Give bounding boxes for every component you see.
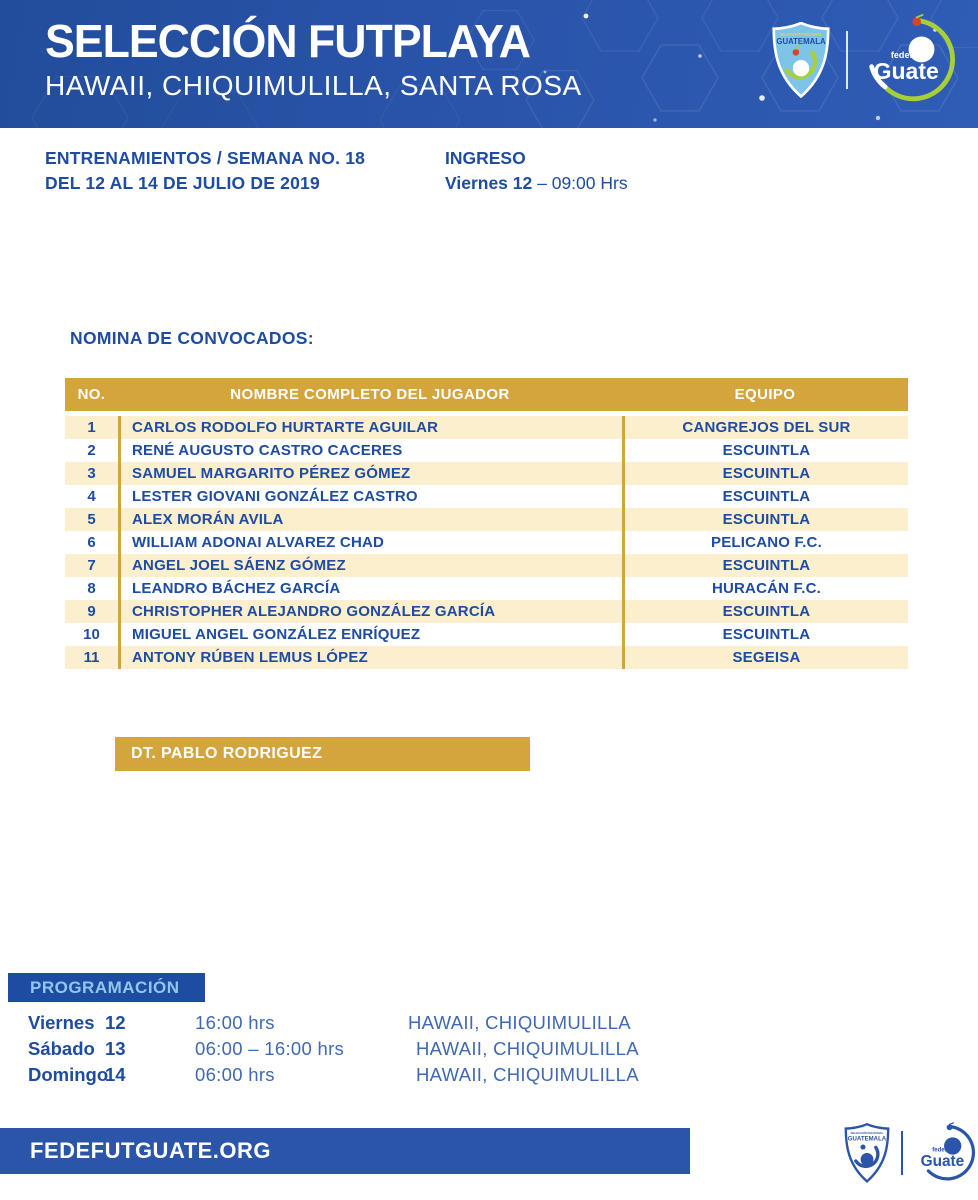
ingreso-title: INGRESO <box>445 148 526 168</box>
guatemala-shield-icon <box>843 1123 891 1183</box>
schedule-row <box>28 1010 639 1036</box>
shield-text-line1: SELECCIÓN NACIONAL <box>850 1130 884 1135</box>
schedule-row <box>28 1062 639 1088</box>
schedule-time: 06:00 hrs <box>195 1064 275 1085</box>
team-name: PELICANO F.C. <box>622 531 908 554</box>
player-name: ANGEL JOEL SÁENZ GÓMEZ <box>118 554 622 577</box>
column-header-team: EQUIPO <box>734 386 796 403</box>
ball-icon <box>861 1153 874 1166</box>
schedule-location: HAWAII, CHIQUIMULILLA <box>408 1012 631 1033</box>
schedule-time: 16:00 hrs <box>195 1012 275 1033</box>
table-row <box>65 646 908 669</box>
table-row <box>65 439 908 462</box>
guatemala-shield-icon <box>770 22 832 98</box>
coach-bar <box>115 737 530 771</box>
header-banner <box>0 0 978 128</box>
row-number: 4 <box>87 488 96 505</box>
guate-logo-text-big: Guate <box>873 58 939 85</box>
page-subtitle: HAWAII, CHIQUIMULILLA, SANTA ROSA <box>45 70 582 101</box>
schedule-day: Viernes <box>28 1012 95 1033</box>
training-week-line1: ENTRENAMIENTOS / SEMANA NO. 18 <box>45 148 366 168</box>
schedule-day: Domingo <box>28 1064 109 1085</box>
ingreso-time: – 09:00 Hrs <box>537 173 628 193</box>
player-name: WILLIAM ADONAI ALVAREZ CHAD <box>118 531 622 554</box>
team-name: SEGEISA <box>622 646 908 669</box>
guate-logo-text-small: fedefut <box>890 50 922 61</box>
schedule-table <box>28 1010 639 1088</box>
player-name: RENÉ AUGUSTO CASTRO CACERES <box>118 439 622 462</box>
guate-logo-text-small: fedefut <box>932 1146 953 1154</box>
table-row <box>65 531 908 554</box>
roster-table <box>65 378 908 669</box>
team-name: ESCUINTLA <box>622 600 908 623</box>
table-row <box>65 462 908 485</box>
table-row <box>65 508 908 531</box>
coach-name: DT. PABLO RODRIGUEZ <box>131 745 323 762</box>
schedule-location: HAWAII, CHIQUIMULILLA <box>416 1038 639 1059</box>
roster-heading: NOMINA DE CONVOCADOS: <box>70 328 314 348</box>
row-number: 8 <box>87 580 96 597</box>
roster-table-header <box>65 378 908 411</box>
quetzal-head-icon <box>947 1125 953 1131</box>
footer-logos <box>843 1122 977 1184</box>
row-number: 5 <box>87 511 96 528</box>
column-header-no: NO. <box>77 386 106 403</box>
website-url: FEDEFUTGUATE.ORG <box>30 1138 272 1163</box>
fedefut-guate-logo <box>862 14 958 106</box>
player-name: CHRISTOPHER ALEJANDRO GONZÁLEZ GARCÍA <box>118 600 622 623</box>
team-name: CANGREJOS DEL SUR <box>622 416 908 439</box>
ball-icon <box>793 60 809 76</box>
player-name: ANTONY RÚBEN LEMUS LÓPEZ <box>118 646 622 669</box>
shield-text-line2: GUATEMALA <box>776 37 826 47</box>
quetzal-head-icon <box>860 1144 865 1149</box>
column-header-name: NOMBRE COMPLETO DEL JUGADOR <box>230 386 510 403</box>
team-name: ESCUINTLA <box>622 623 908 646</box>
player-name: SAMUEL MARGARITO PÉREZ GÓMEZ <box>118 462 622 485</box>
table-row <box>65 577 908 600</box>
training-week-info <box>45 146 365 196</box>
roster-rows <box>65 416 908 669</box>
row-number: 10 <box>83 626 100 643</box>
table-row <box>65 623 908 646</box>
row-number: 9 <box>87 603 96 620</box>
player-name: LESTER GIOVANI GONZÁLEZ CASTRO <box>118 485 622 508</box>
player-name: CARLOS RODOLFO HURTARTE AGUILAR <box>118 416 622 439</box>
schedule-row <box>28 1036 639 1062</box>
player-name: MIGUEL ANGEL GONZÁLEZ ENRÍQUEZ <box>118 623 622 646</box>
schedule-day: Sábado <box>28 1038 95 1059</box>
team-name: HURACÁN F.C. <box>622 577 908 600</box>
table-row <box>65 416 908 439</box>
page-title: SELECCIÓN FUTPLAYA <box>45 15 531 67</box>
schedule-date: 13 <box>105 1038 126 1059</box>
quetzal-head-icon <box>793 49 800 56</box>
table-row <box>65 600 908 623</box>
schedule-date: 14 <box>105 1064 126 1085</box>
fedefut-guate-logo <box>913 1122 977 1184</box>
schedule-heading: PROGRAMACIÓN <box>30 977 180 997</box>
training-week-line2: DEL 12 AL 14 DE JULIO DE 2019 <box>45 173 320 193</box>
team-name: ESCUINTLA <box>622 508 908 531</box>
logo-divider <box>901 1131 903 1175</box>
player-name: LEANDRO BÁCHEZ GARCÍA <box>118 577 622 600</box>
guate-logo-text-big: Guate <box>920 1152 965 1170</box>
table-row <box>65 485 908 508</box>
row-number: 6 <box>87 534 96 551</box>
ingreso-day: Viernes 12 <box>445 173 533 193</box>
row-number: 11 <box>83 649 100 666</box>
team-name: ESCUINTLA <box>622 462 908 485</box>
team-name: ESCUINTLA <box>622 485 908 508</box>
table-row <box>65 554 908 577</box>
schedule-time: 06:00 – 16:00 hrs <box>195 1038 345 1059</box>
shield-text-line2: GUATEMALA <box>847 1135 887 1143</box>
schedule-location: HAWAII, CHIQUIMULILLA <box>416 1064 639 1085</box>
row-number: 7 <box>87 557 96 574</box>
player-name: ALEX MORÁN AVILA <box>118 508 622 531</box>
schedule-date: 12 <box>105 1012 126 1033</box>
row-number: 2 <box>87 442 96 459</box>
team-name: ESCUINTLA <box>622 439 908 462</box>
quetzal-head-icon <box>912 17 921 26</box>
logo-divider <box>846 31 848 89</box>
ingreso-info <box>445 146 628 196</box>
shield-text-line1: SELECCIÓN NACIONAL <box>780 32 822 37</box>
schedule-heading-bar <box>8 973 205 1002</box>
row-number: 1 <box>87 419 96 436</box>
team-name: ESCUINTLA <box>622 554 908 577</box>
row-number: 3 <box>87 465 96 482</box>
footer-bar <box>0 1128 690 1174</box>
